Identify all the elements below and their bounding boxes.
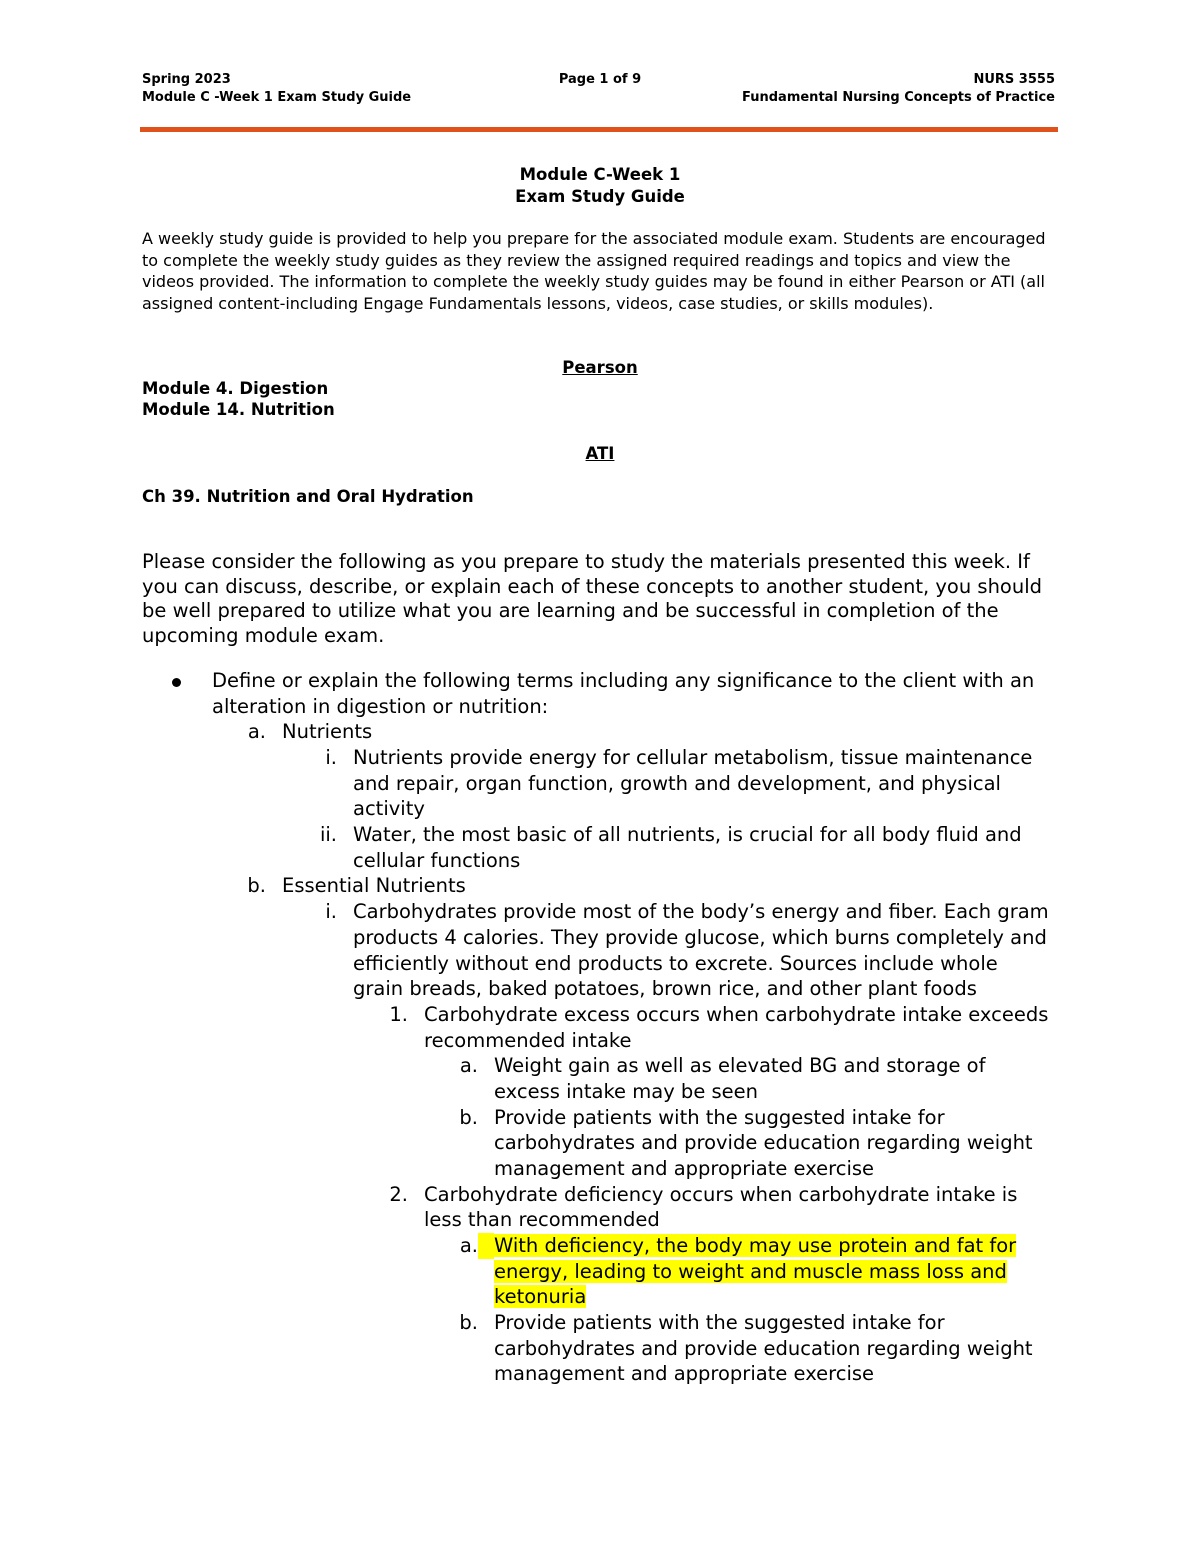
pearson-heading: Pearson: [562, 358, 638, 377]
carb-deficiency-line: less than recommended: [424, 1208, 660, 1231]
ati-chapter: Ch 39. Nutrition and Oral Hydration: [142, 487, 474, 506]
item-essential-nutrients-label: Essential Nutrients: [282, 874, 466, 897]
highlighted-text: ketonuria: [494, 1285, 587, 1308]
highlighted-text: energy, leading to weight and muscle mass loss and: [494, 1260, 1007, 1283]
header-term: Spring 2023: [142, 72, 231, 87]
carb-deficiency-a-line: [494, 1259, 1007, 1285]
list-marker: i.: [325, 900, 337, 923]
title-line-2: Exam Study Guide: [515, 187, 685, 206]
nutrients-i-line: Nutrients provide energy for cellular metabolism, tissue maintenance: [353, 746, 1033, 769]
nutrients-i-line: and repair, organ function, growth and development, and physical: [353, 772, 1001, 795]
intro-paragraph: A weekly study guide is provided to help you prepare for the associated module exam. Students are encouraged to complete the weekly study guides as they review the assigned required readings and topics and view the videos provided. The information to complete the weekly study guides may be found in either Pearson or ATI (all assigned content-including Engage Fundamentals lessons, videos, case studies, or skills modules).: [142, 229, 1046, 313]
list-marker: b.: [459, 1311, 478, 1334]
document-title: [0, 164, 1200, 208]
title-line-1: Module C-Week 1: [519, 165, 681, 184]
list-marker: a.: [459, 1234, 478, 1257]
list-marker: a.: [459, 1054, 478, 1077]
header-divider: [140, 127, 1058, 132]
bullet-icon: [172, 678, 181, 687]
carb-excess-b-line: carbohydrates and provide education regarding weight: [494, 1131, 1033, 1154]
list-marker: 2.: [389, 1183, 408, 1206]
carbohydrates-line: products 4 calories. They provide glucose, which burns completely and: [353, 926, 1047, 949]
pearson-module-item: Module 14. Nutrition: [142, 400, 335, 419]
carb-deficiency-line: Carbohydrate deficiency occurs when carbohydrate intake is: [424, 1183, 1018, 1206]
header-right: [742, 71, 1055, 107]
carb-excess-line: recommended intake: [424, 1029, 632, 1052]
bullet-text-line: Define or explain the following terms including any significance to the client with an: [212, 669, 1035, 692]
carb-deficiency-b-line: carbohydrates and provide education regarding weight: [494, 1337, 1033, 1360]
bullet-text-line: alteration in digestion or nutrition:: [212, 695, 549, 718]
list-marker: i.: [325, 746, 337, 769]
highlighted-text: With deficiency, the body may use protein and fat for: [494, 1234, 1017, 1257]
carb-deficiency-a-line: [494, 1233, 1016, 1259]
carb-deficiency-b-line: management and appropriate exercise: [494, 1362, 875, 1385]
nutrients-i-line: activity: [353, 797, 425, 820]
carb-excess-line: Carbohydrate excess occurs when carbohydrate intake exceeds: [424, 1003, 1049, 1026]
header-guide-title: Module C -Week 1 Exam Study Guide: [142, 90, 412, 105]
carb-excess-b-line: management and appropriate exercise: [494, 1157, 875, 1180]
header-course-name: Fundamental Nursing Concepts of Practice: [742, 90, 1055, 105]
nutrients-ii-line: Water, the most basic of all nutrients, is crucial for all body fluid and: [353, 823, 1022, 846]
carb-excess-b-line: Provide patients with the suggested intake for: [494, 1106, 945, 1129]
carbohydrates-line: efficiently without end products to excrete. Sources include whole: [353, 952, 998, 975]
list-marker: b.: [459, 1106, 478, 1129]
carbohydrates-line: Carbohydrates provide most of the body’s energy and fiber. Each gram: [353, 900, 1049, 923]
carb-excess-a-line: Weight gain as well as elevated BG and storage of: [494, 1054, 986, 1077]
nutrients-ii-line: cellular functions: [353, 849, 521, 872]
carb-deficiency-a-line: [494, 1284, 586, 1310]
item-nutrients-label: Nutrients: [282, 720, 373, 743]
ati-heading: ATI: [585, 444, 615, 463]
header-page-number: Page 1 of 9: [558, 72, 642, 87]
carbohydrates-line: grain breads, baked potatoes, brown rice, and other plant foods: [353, 977, 977, 1000]
consider-paragraph: Please consider the following as you prepare to study the materials presented this week. If you can discuss, describe, or explain each of these concepts to another student, you should be well prepared to utilize what you are learning and be successful in completion of the upcoming module exam.: [142, 550, 1043, 647]
list-marker: 1.: [389, 1003, 408, 1026]
list-marker: a.: [247, 720, 266, 743]
carb-deficiency-b-line: Provide patients with the suggested intake for: [494, 1311, 945, 1334]
carb-excess-a-line: excess intake may be seen: [494, 1080, 759, 1103]
header-course-code: NURS 3555: [973, 72, 1055, 87]
list-marker: b.: [247, 874, 266, 897]
list-marker: ii.: [319, 823, 337, 846]
highlight-gap: [478, 1233, 494, 1259]
pearson-module-item: Module 4. Digestion: [142, 379, 329, 398]
